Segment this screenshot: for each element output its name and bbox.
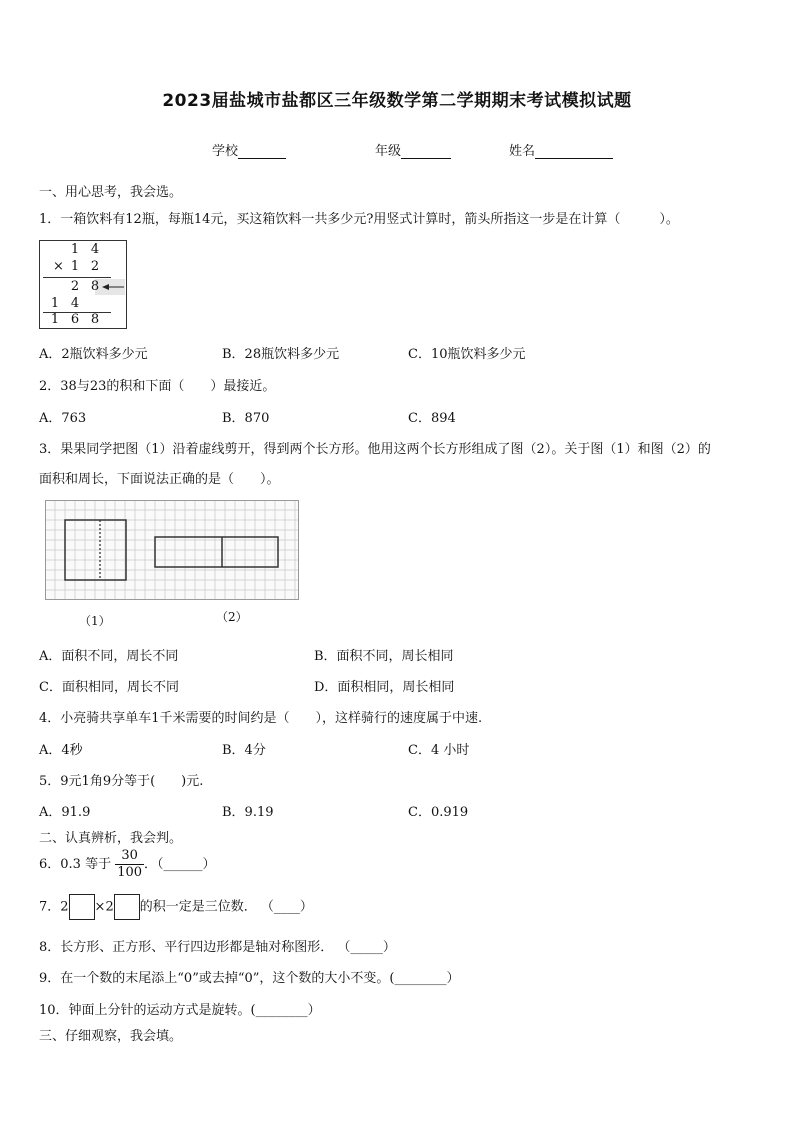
calc-digit: 4 xyxy=(90,242,100,257)
q7-blank-box-1[interactable] xyxy=(69,894,95,920)
q2-option-a[interactable]: A．763 xyxy=(39,411,87,426)
q7-part1: 7．2 xyxy=(39,899,69,915)
q2-option-c[interactable]: C．894 xyxy=(408,411,456,426)
grid-figure xyxy=(45,500,299,600)
q1-option-b[interactable]: B．28瓶饮料多少元 xyxy=(222,347,340,362)
q1-option-c[interactable]: C．10瓶饮料多少元 xyxy=(408,347,526,362)
arrow-left-icon xyxy=(100,279,126,295)
calc-digit: 8 xyxy=(90,279,100,294)
vertical-calculation xyxy=(39,240,127,329)
q6-suffix: ．（______） xyxy=(144,857,216,872)
q4-option-a[interactable]: A．4秒 xyxy=(39,743,83,758)
name-blank[interactable] xyxy=(535,144,613,159)
grade-blank[interactable] xyxy=(401,144,451,159)
section1-heading: 一、用心思考，我会选。 xyxy=(39,185,183,200)
q5-option-b[interactable]: B．9.19 xyxy=(222,805,274,820)
page-title: 2023届盐城市盐都区三年级数学第二学期期末考试模拟试题 xyxy=(162,91,632,111)
calc-digit: 1 xyxy=(70,242,80,257)
calc-row1 xyxy=(40,242,126,258)
fraction-denominator: 100 xyxy=(117,865,143,880)
calc-digit: 2 xyxy=(70,279,80,294)
calc-digit: × xyxy=(53,259,64,274)
q3-option-d[interactable]: D．面积相同，周长相同 xyxy=(314,680,455,695)
q2-text: 2．38与23的积和下面（ ）最接近。 xyxy=(39,379,276,394)
q5-option-a[interactable]: A．91.9 xyxy=(39,805,91,820)
q2-option-b[interactable]: B．870 xyxy=(222,411,270,426)
q8-text: 8．长方形、正方形、平行四边形都是轴对称图形． （_____） xyxy=(39,940,396,955)
q9-text: 9．在一个数的末尾添上“0”或去掉“0”，这个数的大小不变。(________） xyxy=(39,971,460,986)
name-field xyxy=(509,140,613,159)
calc-digit: 8 xyxy=(90,312,100,327)
q3-text-line1: 3．果果同学把图（1）沿着虚线剪开，得到两个长方形。他用这两个长方形组成了图（2）。关于图（1）和图（2）的 xyxy=(39,442,711,457)
calc-digit: 1 xyxy=(50,312,60,327)
q3-option-a[interactable]: A．面积不同，周长不同 xyxy=(39,649,179,664)
fraction xyxy=(115,848,144,881)
school-blank[interactable] xyxy=(238,144,286,159)
calc-digit: 1 xyxy=(70,259,80,274)
q7 xyxy=(39,894,313,920)
q1-text: 1．一箱饮料有12瓶，每瓶14元，买这箱饮料一共多少元?用竖式计算时，箭头所指这一步是在计算（ ）。 xyxy=(39,212,679,227)
calc-digit: 1 xyxy=(50,296,60,311)
q10-text: 10．钟面上分针的运动方式是旋转。(________） xyxy=(39,1003,321,1018)
calc-digit: 2 xyxy=(90,259,100,274)
figure1-caption: （1） xyxy=(79,614,111,628)
calc-rule xyxy=(43,277,111,278)
q3-option-c[interactable]: C．面积相同，周长不同 xyxy=(39,680,179,695)
q7-blank-box-2[interactable] xyxy=(114,894,140,920)
calc-row4 xyxy=(40,296,126,312)
q4-option-b[interactable]: B．4分 xyxy=(222,743,266,758)
name-label: 姓名 xyxy=(509,144,536,159)
school-label: 学校 xyxy=(212,144,239,159)
q5-text: 5．9元1角9分等于( )元. xyxy=(39,774,204,789)
figure2-caption: （2） xyxy=(216,610,248,624)
calc-digit: 4 xyxy=(70,296,80,311)
q1-option-a[interactable]: A．2瓶饮料多少元 xyxy=(39,347,148,362)
school-field xyxy=(212,140,286,159)
section2-heading: 二、认真辨析，我会判。 xyxy=(39,831,183,846)
q4-option-c[interactable]: C．4 小时 xyxy=(408,743,470,758)
calc-row5 xyxy=(40,312,126,328)
grade-field xyxy=(375,140,451,159)
q4-text: 4．小亮骑共享单车1千米需要的时间约是（ ），这样骑行的速度属于中速. xyxy=(39,711,483,726)
q7-part2: ×2 xyxy=(94,899,114,915)
fraction-numerator: 30 xyxy=(115,848,144,865)
section3-heading: 三、仔细观察，我会填。 xyxy=(39,1029,183,1044)
q3-text-line2: 面积和周长，下面说法正确的是（ ）。 xyxy=(39,472,280,487)
q7-part3: 的积一定是三位数． （____） xyxy=(139,899,313,915)
calc-row2 xyxy=(40,259,126,275)
q6-prefix: 6．0.3 等于 xyxy=(39,857,112,872)
grade-label: 年级 xyxy=(375,144,402,159)
q6 xyxy=(39,848,216,881)
q3-option-b[interactable]: B．面积不同，周长相同 xyxy=(314,649,454,664)
q5-option-c[interactable]: C．0.919 xyxy=(408,805,469,820)
calc-digit: 6 xyxy=(70,312,80,327)
